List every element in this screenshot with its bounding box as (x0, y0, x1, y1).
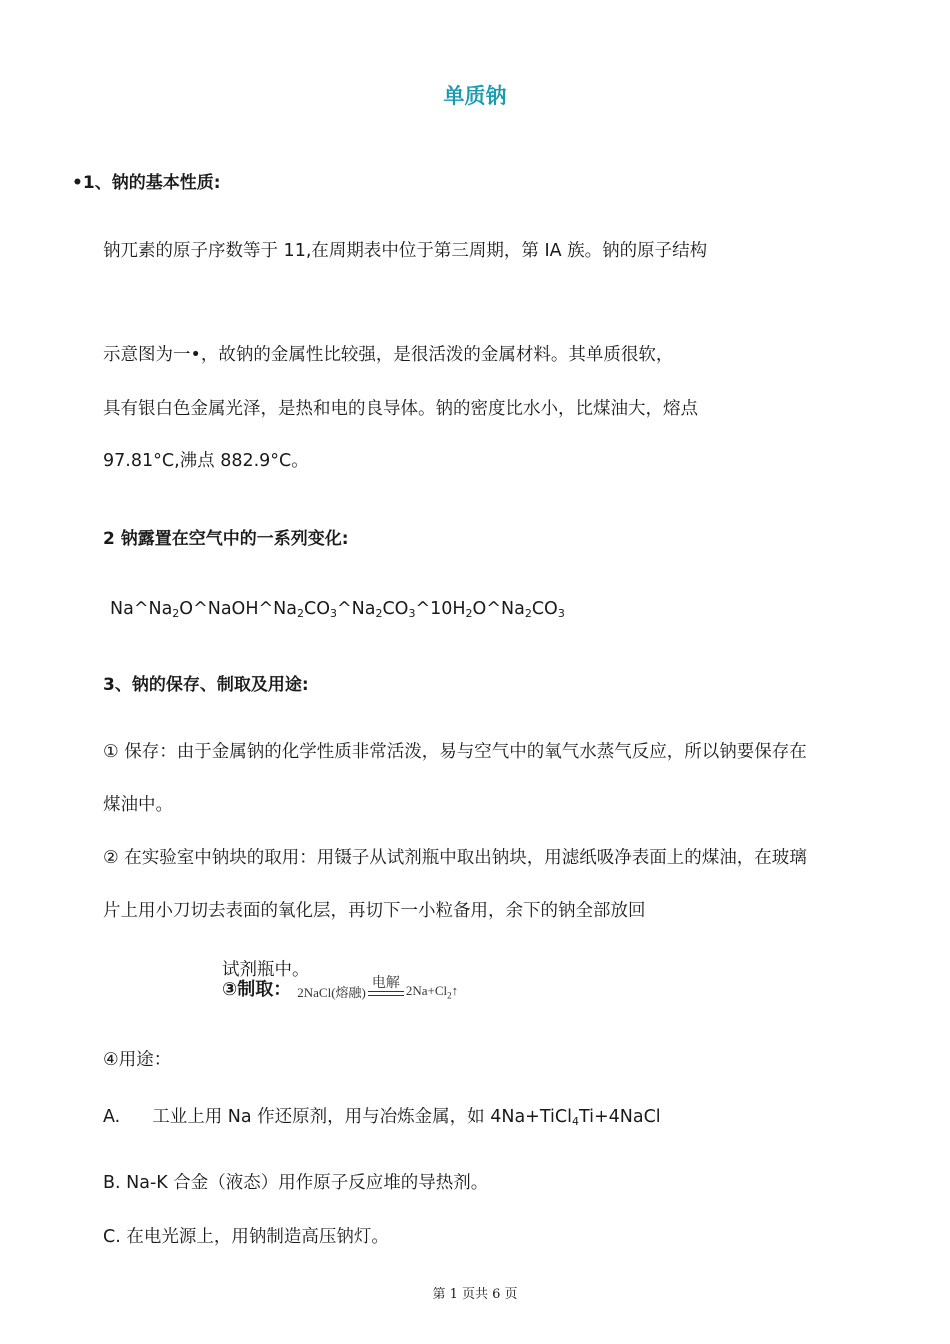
equation-reactant: 2NaCl(熔融) (297, 985, 366, 1000)
air-reaction-formula: $Na\^{}Na_2O\^{}NaOH\^{}Na_2CO_3\^{}Na_2CO_3\^{}10H_2O\^{}Na_2CO_3$ (110, 599, 565, 620)
handling-line2: 片上用小刀切去表面的氧化层，再切下一小粒备用，余下的钠全部放回 (103, 901, 646, 921)
use-a: A. 工业上用 Na 作还原剂，用与冶炼金属，如 4Na+TiCl$_4$Ti+4NaCl (103, 1107, 661, 1128)
electrolysis-equation (297, 975, 458, 1001)
storage-line1: ① 保存：由于金属钠的化学性质非常活泼，易与空气中的氧气水蒸气反应，所以钠要保存在 (103, 742, 807, 762)
handling-line3: 试剂瓶中。 (222, 960, 310, 980)
section1-line2: 示意图为一•，故钠的金属性比较强，是很活泼的金属材料。其单质很软， (103, 345, 674, 365)
section1-line4: 97.81°C,沸点 882.9°C。 (103, 451, 309, 471)
uses-label: ④用途： (103, 1050, 172, 1070)
document-title: 单质钠 (443, 84, 507, 108)
use-c: C. 在电光源上，用钠制造高压钠灯。 (103, 1227, 389, 1247)
page-footer: 第 1 页共 6 页 (432, 1287, 518, 1302)
production-row (222, 975, 458, 1001)
section1-line1: 钠兀素的原子序数等于 11,在周期表中位于第三周期，第 IA 族。钠的原子结构 (103, 241, 708, 261)
handling-line1: ② 在实验室中钠块的取用：用镊子从试剂瓶中取出钠块，用滤纸吸净表面上的煤油，在玻璃 (103, 848, 807, 868)
section1-line3: 具有银白色金属光泽，是热和电的良导体。钠的密度比水小，比煤油大，熔点 (103, 399, 698, 419)
production-label: ③制取： (222, 979, 292, 1000)
section1-heading: •1、钠的基本性质: (72, 173, 221, 193)
section2-heading: 2 钠露置在空气中的一系列变化: (103, 529, 349, 549)
use-a-label: A. (103, 1107, 121, 1127)
section3-heading: 3、钠的保存、制取及用途: (103, 675, 309, 695)
equation-condition: 电解 (368, 975, 404, 1001)
storage-line2: 煤油中。 (103, 795, 173, 815)
equation-product: $2Na+Cl_2↑$ (405, 983, 459, 1001)
use-b: B. Na-K 合金（液态）用作原子反应堆的导热剂。 (103, 1173, 489, 1193)
